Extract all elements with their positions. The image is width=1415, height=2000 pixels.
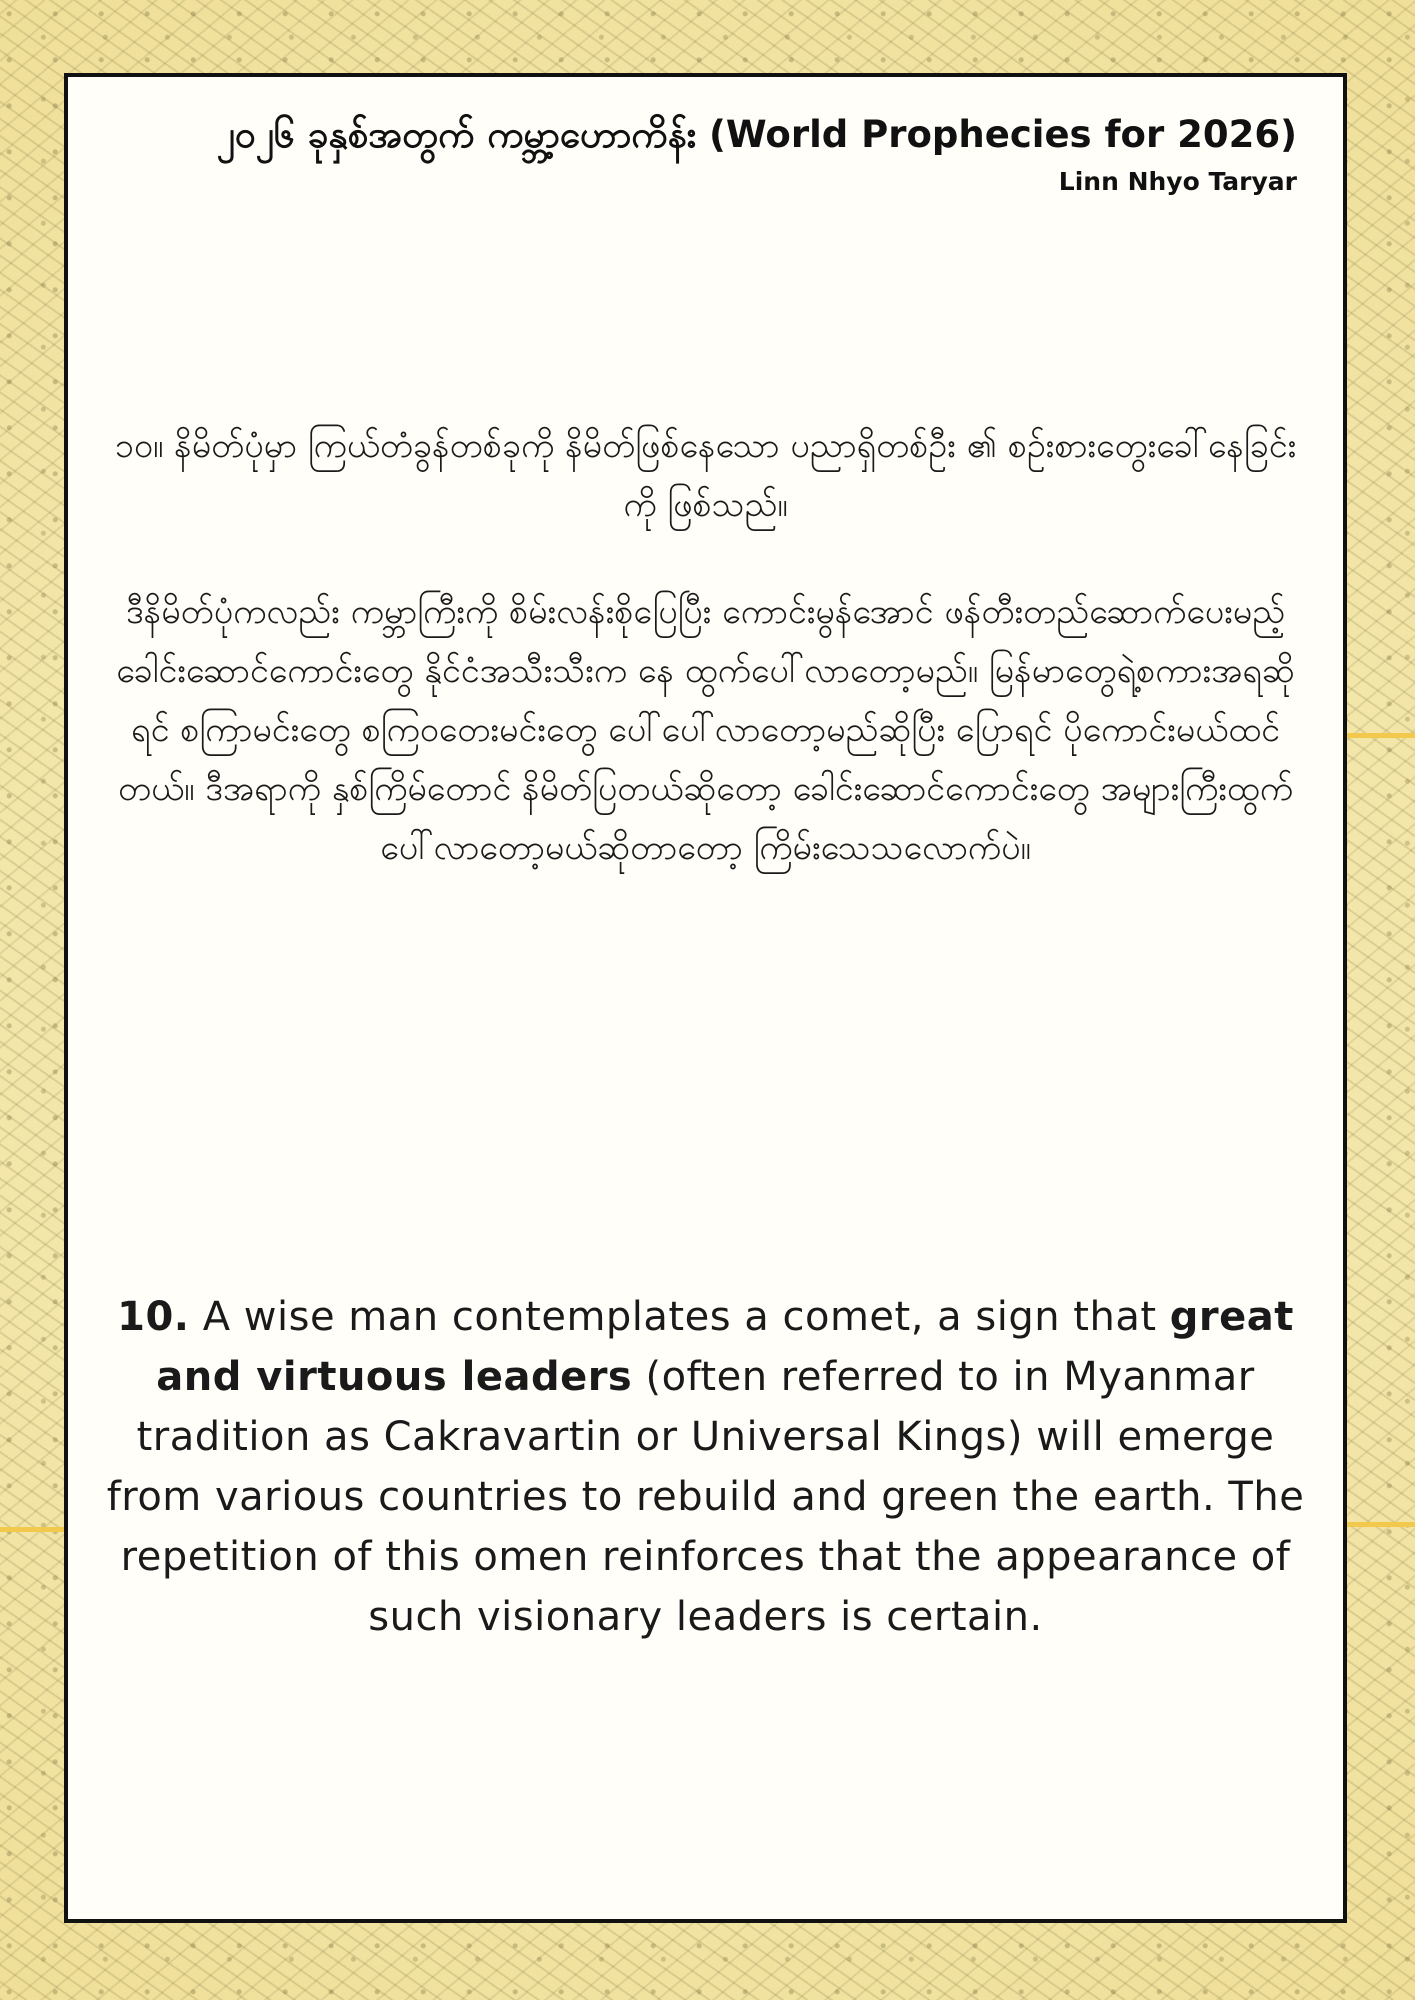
highlighted-phrase: great and virtuous leaders [156,1294,1294,1400]
burmese-paragraph: ၁၀။ နိမိတ်ပုံမှာ ကြယ်တံခွန်တစ်ခုကို နိမိတ်ဖြစ်နေသော ပညာရှိတစ်ဦး ၏ စဉ်းစားတွေးခေါ်နေခြင်းကို ဖြစ်သည်။ [114,426,1297,525]
prophecy-number: 10. [117,1294,190,1340]
english-text: A wise man contemplates a comet, a sign that [189,1294,1170,1340]
burmese-paragraph: ဒီနိမိတ်ပုံကလည်း ကမ္ဘာကြီးကို စိမ်းလန်းစိုပြေပြီး ကောင်းမွန်အောင် ဖန်တီးတည်ဆောက်ပေးမည့် ခေါင်းဆောင်ကောင်းတွေ နိုင်ငံအသီးသီးက နေ ထွက်ပေါ်လာတော့မည်။ မြန်မာတွေရဲ့စကားအရဆိုရင် စကြာမင်းတွေ စကြဝတေးမင်းတွေ ပေါ်ပေါ်လာတော့မည်ဆိုပြီး ပြောရင် ပိုကောင်းမယ်ထင်တယ်။ ဒီအရာကို နှစ်ကြိမ်တောင် နိမိတ်ပြတယ်ဆိုတော့ ခေါင်းဆောင်ကောင်းတွေ အများကြီးထွက်ပေါ်လာတော့မယ်ဆိုတာတော့ ကြိမ်းသေသလောက်ပဲ။ [116,592,1295,868]
decorative-accent-line [1345,733,1415,738]
decorative-accent-line [0,1527,70,1532]
english-text: (often referred to in Myanmar tradition as Cakravartin or Universal Kings) will emerge from various countries to rebuild and green the earth. The repetition of this omen reinforces that the appearance of such visionary leaders is certain. [106,1354,1305,1640]
page-header [217,111,1297,199]
author-name: Linn Nhyo Taryar [1058,167,1297,196]
decorative-accent-line [1345,1522,1415,1527]
english-paragraph [102,1287,1309,1647]
content-panel [64,73,1347,1923]
english-text-block [102,1287,1309,1647]
burmese-text-block [102,417,1309,878]
page-title: ၂၀၂၆ ခုနှစ်အတွက် ကမ္ဘာ့ဟောကိန်း (World Prophecies for 2026) [216,113,1297,156]
